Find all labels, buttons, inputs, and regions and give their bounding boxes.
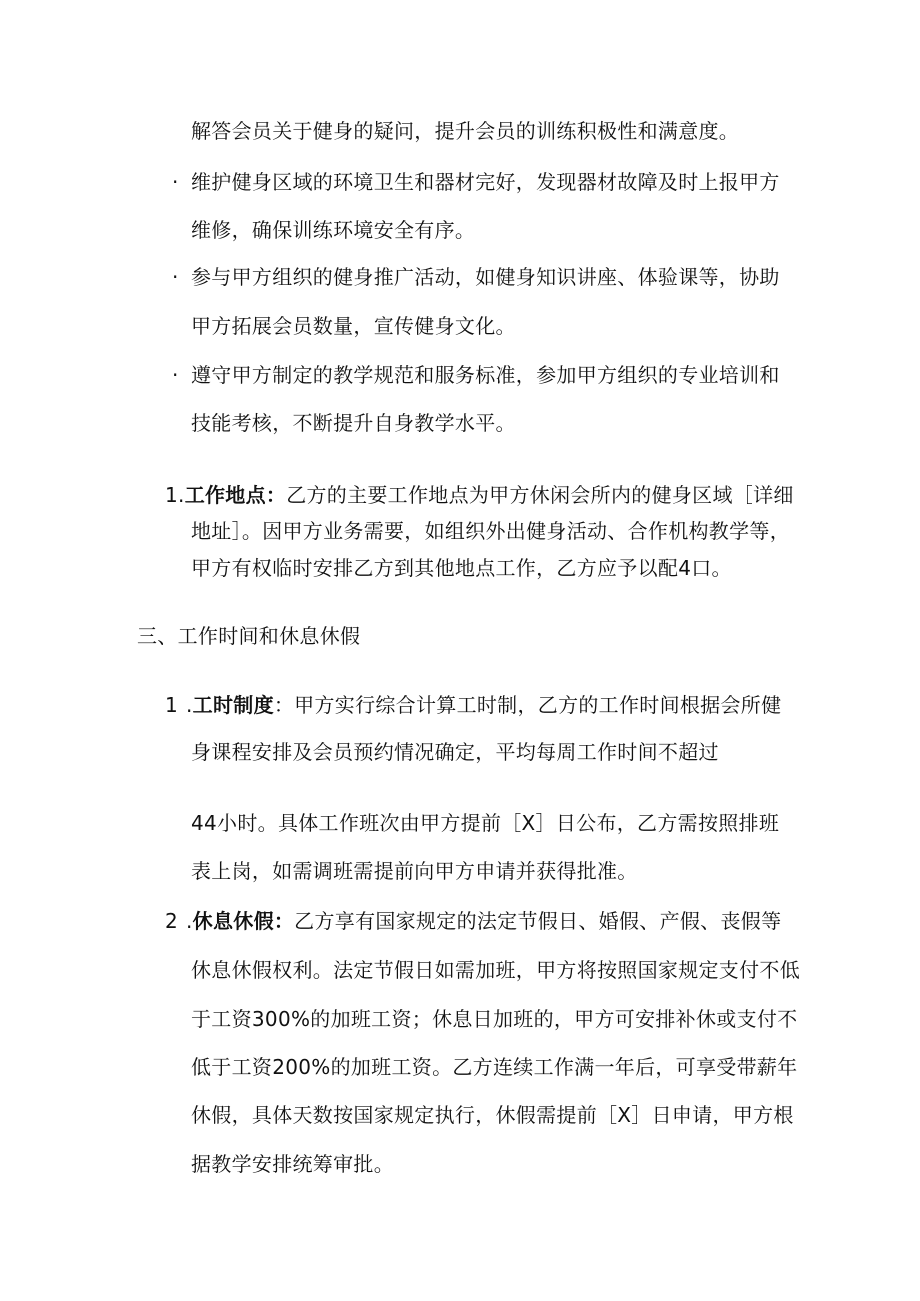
bullet-item-1-line-2: 维修，确保训练环境安全有序。	[191, 218, 476, 242]
section-3-item-2-line-2: 休息休假权利。法定节假日如需加班，甲方将按照国家规定支付不低	[191, 958, 800, 982]
section-3-item-1-line-4: 表上岗，如需调班需提前向甲方申请并获得批准。	[191, 859, 638, 883]
section-3-item-1-title: 工时制度	[192, 693, 274, 717]
section-3-item-2-title: 休息休假：	[192, 909, 295, 933]
section-3-heading: 三、工作时间和休息休假	[137, 624, 361, 648]
section-3-item-1-number: 1	[165, 693, 178, 717]
bullet-item-3-line-2: 技能考核，不断提升自身教学水平。	[191, 411, 516, 435]
bullet-marker: ·	[172, 265, 179, 289]
section-3-item-2-text: 乙方享有国家规定的法定节假日、婚假、产假、丧假等	[294, 909, 782, 933]
bullet-marker: ·	[172, 170, 179, 194]
work-location-text: 乙方的主要工作地点为甲方休闲会所内的健身区域［详细	[286, 483, 794, 507]
section-3-item-1-text: ：甲方实行综合计算工时制，乙方的工作时间根据会所健	[273, 693, 782, 717]
section-3-item-2-number: 2	[165, 909, 178, 933]
section-3-item-2-line-4: 低于工资200%的加班工资。乙方连续工作满一年后，可享受带薪年	[191, 1055, 798, 1079]
bullet-item-2-line-1: 参与甲方组织的健身推广活动，如健身知识讲座、体验课等，协助	[191, 265, 780, 289]
section-3-item-1-line-1	[186, 692, 781, 718]
work-location-line-3: 甲方有权临时安排乙方到其他地点工作，乙方应予以配4口。	[191, 556, 732, 580]
bullet-item-0-line-1: 解答会员关于健身的疑问，提升会员的训练积极性和满意度。	[191, 119, 740, 143]
section-3-item-2-line-3: 于工资300%的加班工资；休息日加班的，甲方可安排补休或支付不	[191, 1007, 798, 1031]
work-location-line-1	[165, 482, 794, 508]
section-3-item-1-line-2: 身课程安排及会员预约情况确定，平均每周工作时间不超过	[191, 740, 719, 764]
section-3-item-2-dot: .	[186, 909, 193, 933]
work-location-title: 工作地点：	[184, 483, 287, 507]
bullet-item-3-line-1: 遵守甲方制定的教学规范和服务标准，参加甲方组织的专业培训和	[191, 363, 780, 387]
bullet-item-1-line-1: 维护健身区域的环境卫生和器材完好，发现器材故障及时上报甲方	[191, 170, 780, 194]
section-3-item-2-line-6: 据教学安排统筹审批。	[191, 1152, 394, 1176]
work-location-number: 1.	[165, 483, 185, 507]
work-location-line-2: 地址］。因甲方业务需要，如组织外出健身活动、合作机构教学等，	[191, 519, 790, 543]
section-3-item-1-dot: .	[186, 693, 193, 717]
section-3-item-2-line-1	[186, 908, 781, 934]
section-3-item-1-line-3: 44小时。具体工作班次由甲方提前［X］日公布，乙方需按照排班	[191, 811, 780, 835]
bullet-item-2-line-2: 甲方拓展会员数量，宣传健身文化。	[191, 314, 516, 338]
section-3-item-2-line-5: 休假，具体天数按国家规定执行，休假需提前［X］日申请，甲方根	[191, 1103, 794, 1127]
bullet-marker: ·	[172, 363, 179, 387]
